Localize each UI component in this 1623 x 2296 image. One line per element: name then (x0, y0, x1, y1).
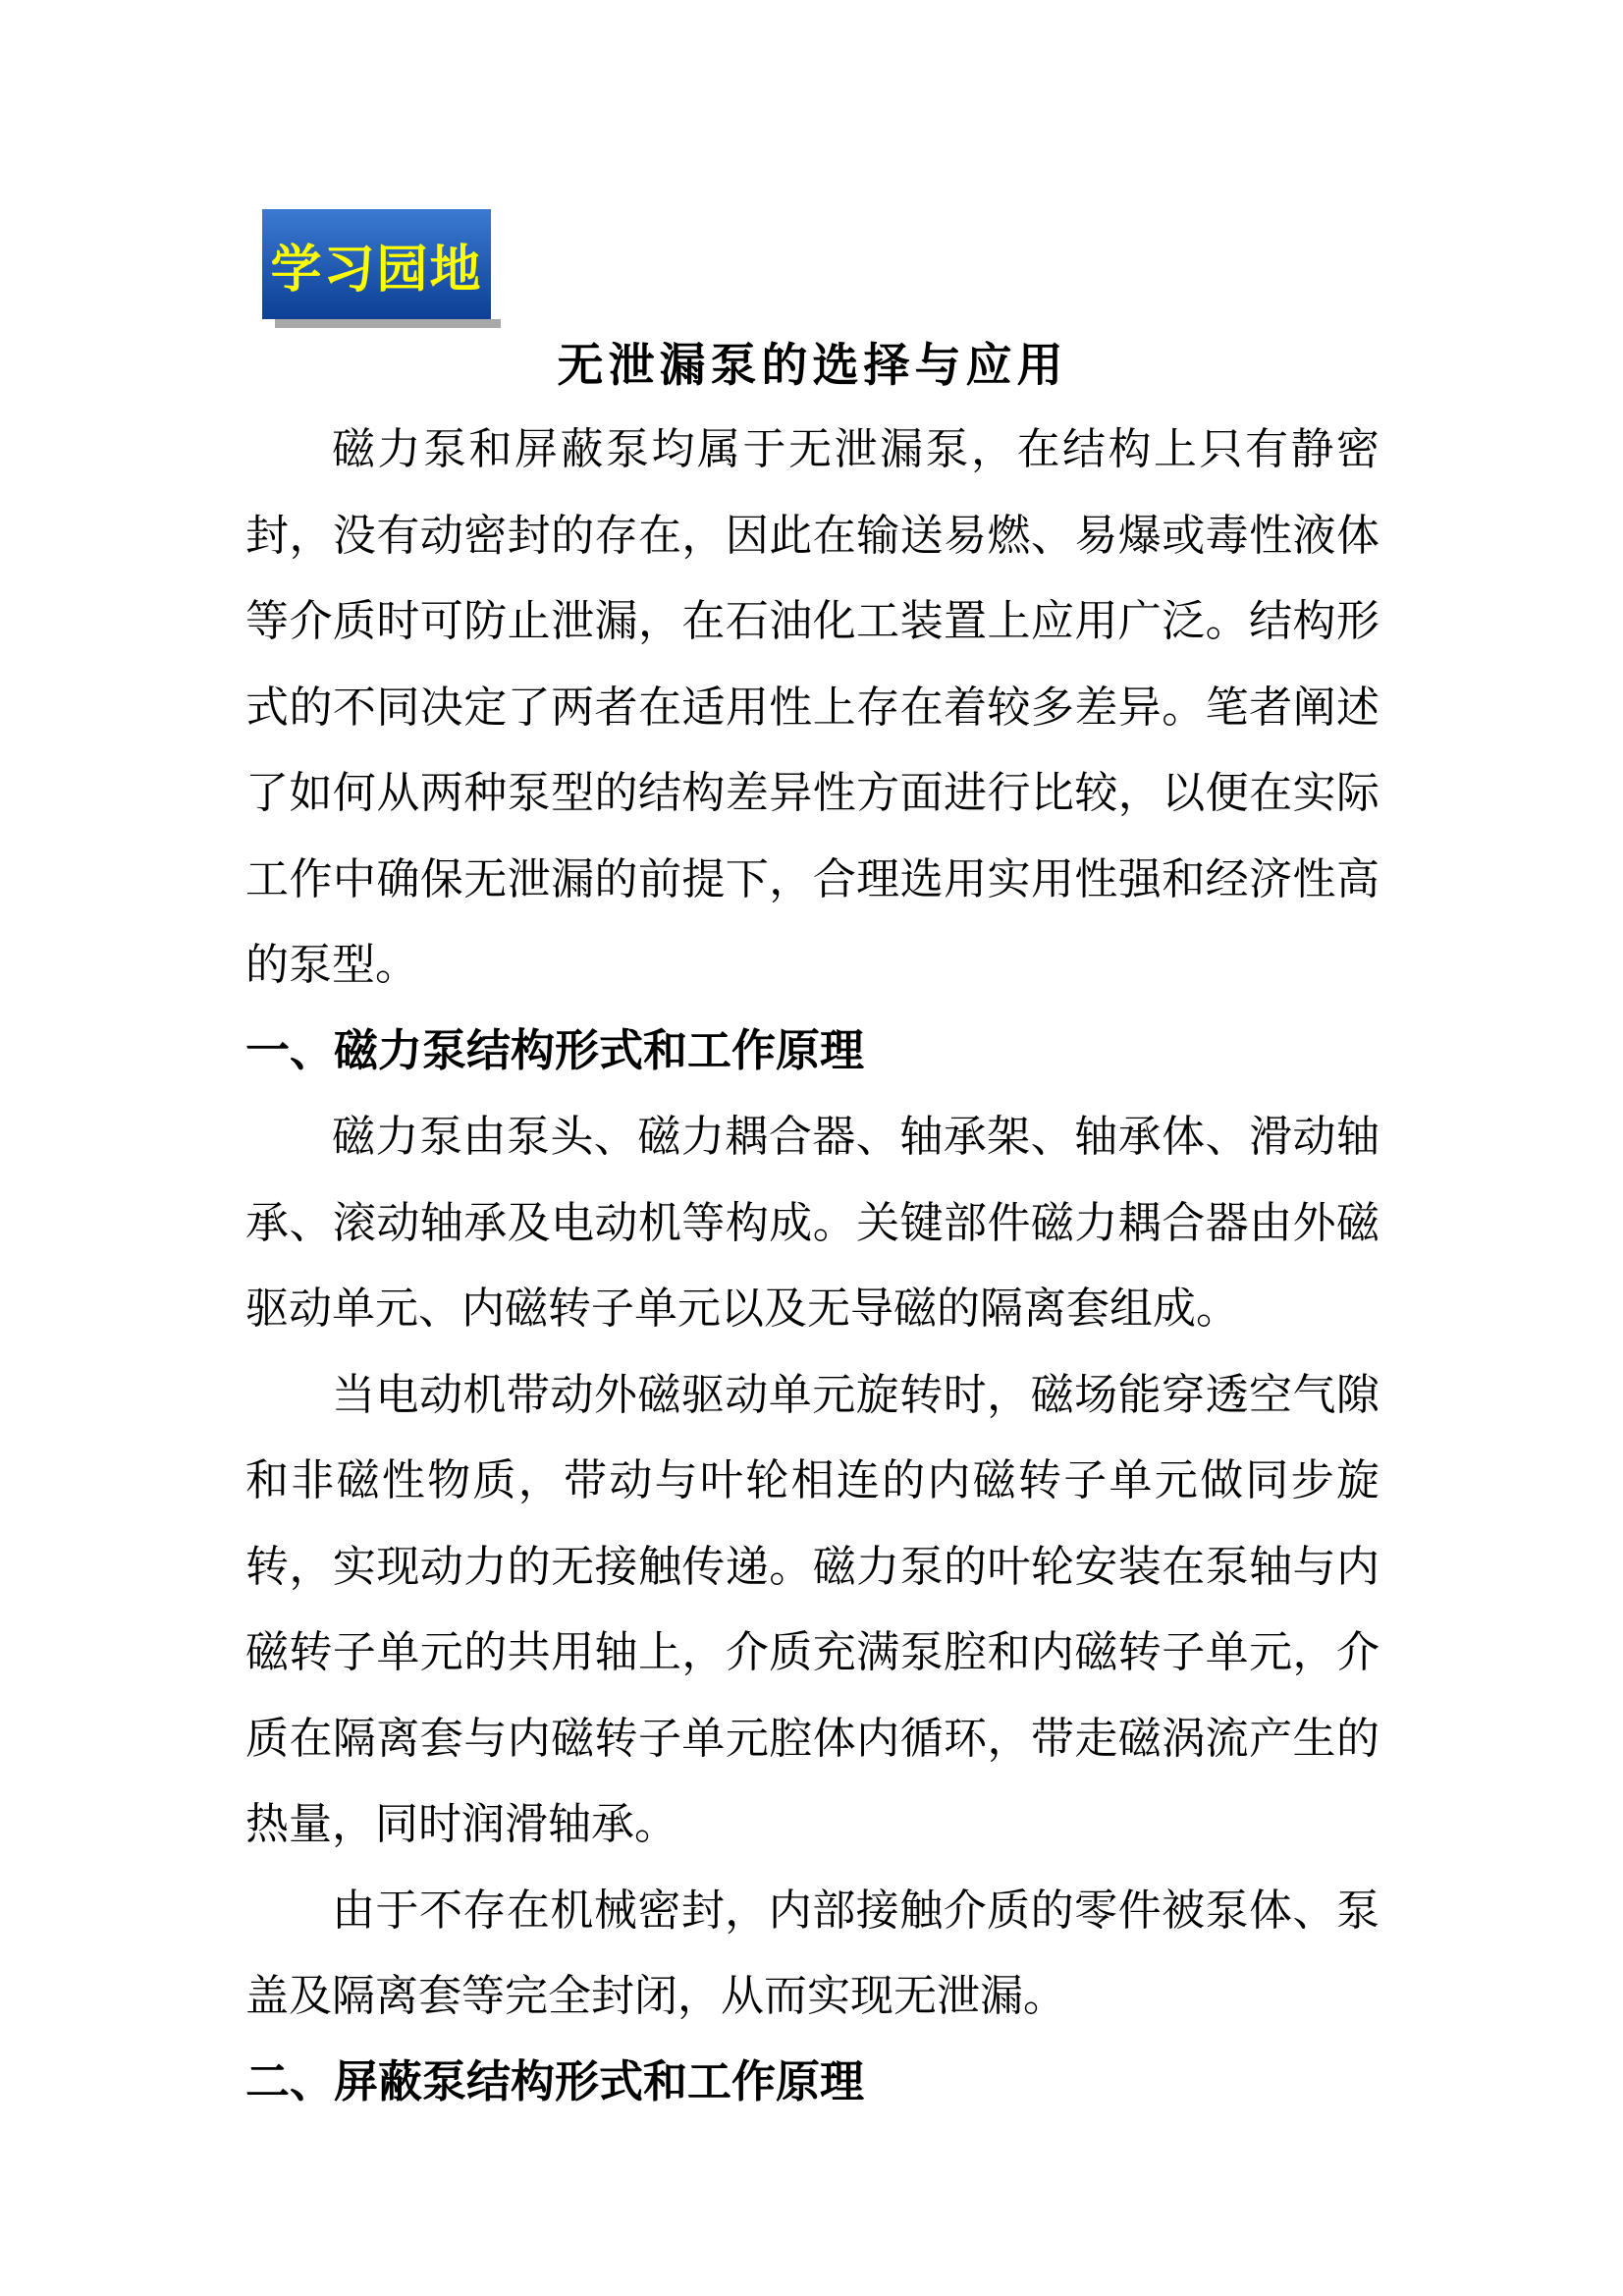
article-body (245, 407, 1380, 2125)
paragraph-magnetic-pump-structure: 磁力泵由泵头、磁力耦合器、轴承架、轴承体、滑动轴承、滚动轴承及电动机等构成。关键部件磁力耦合器由外磁驱动单元、内磁转子单元以及无导磁的隔离套组成。 (245, 1113, 1380, 1333)
badge-shadow (275, 319, 501, 328)
paragraph-magnetic-pump-principle: 当电动机带动外磁驱动单元旋转时，磁场能穿透空气隙和非磁性物质，带动与叶轮相连的内磁转子单元做同步旋转，实现动力的无接触传递。磁力泵的叶轮安装在泵轴与内磁转子单元的共用轴上，介质充满泵腔和内磁转子单元，介质在隔离套与内磁转子单元腔体内循环，带走磁涡流产生的热量，同时润滑轴承。 (245, 1370, 1380, 1848)
learning-corner-badge: 学习园地 (262, 209, 491, 319)
paragraph-intro: 磁力泵和屏蔽泵均属于无泄漏泵，在结构上只有静密封，没有动密封的存在，因此在输送易燃、易爆或毒性液体等介质时可防止泄漏，在石油化工装置上应用广泛。结构形式的不同决定了两者在适用性上存在着较多差异。笔者阐述了如何从两种泵型的结构差异性方面进行比较，以便在实际工作中确保无泄漏的前提下，合理选用实用性强和经济性高的泵型。 (245, 425, 1380, 989)
section-heading-2: 二、屏蔽泵结构形式和工作原理 (245, 2056, 865, 2106)
section-heading-1: 一、磁力泵结构形式和工作原理 (245, 1025, 865, 1075)
page-title: 无泄漏泵的选择与应用 (557, 341, 1068, 392)
paragraph-no-leak-summary: 由于不存在机械密封，内部接触介质的零件被泵体、泵盖及隔离套等完全封闭，从而实现无泄漏。 (245, 1886, 1380, 2020)
